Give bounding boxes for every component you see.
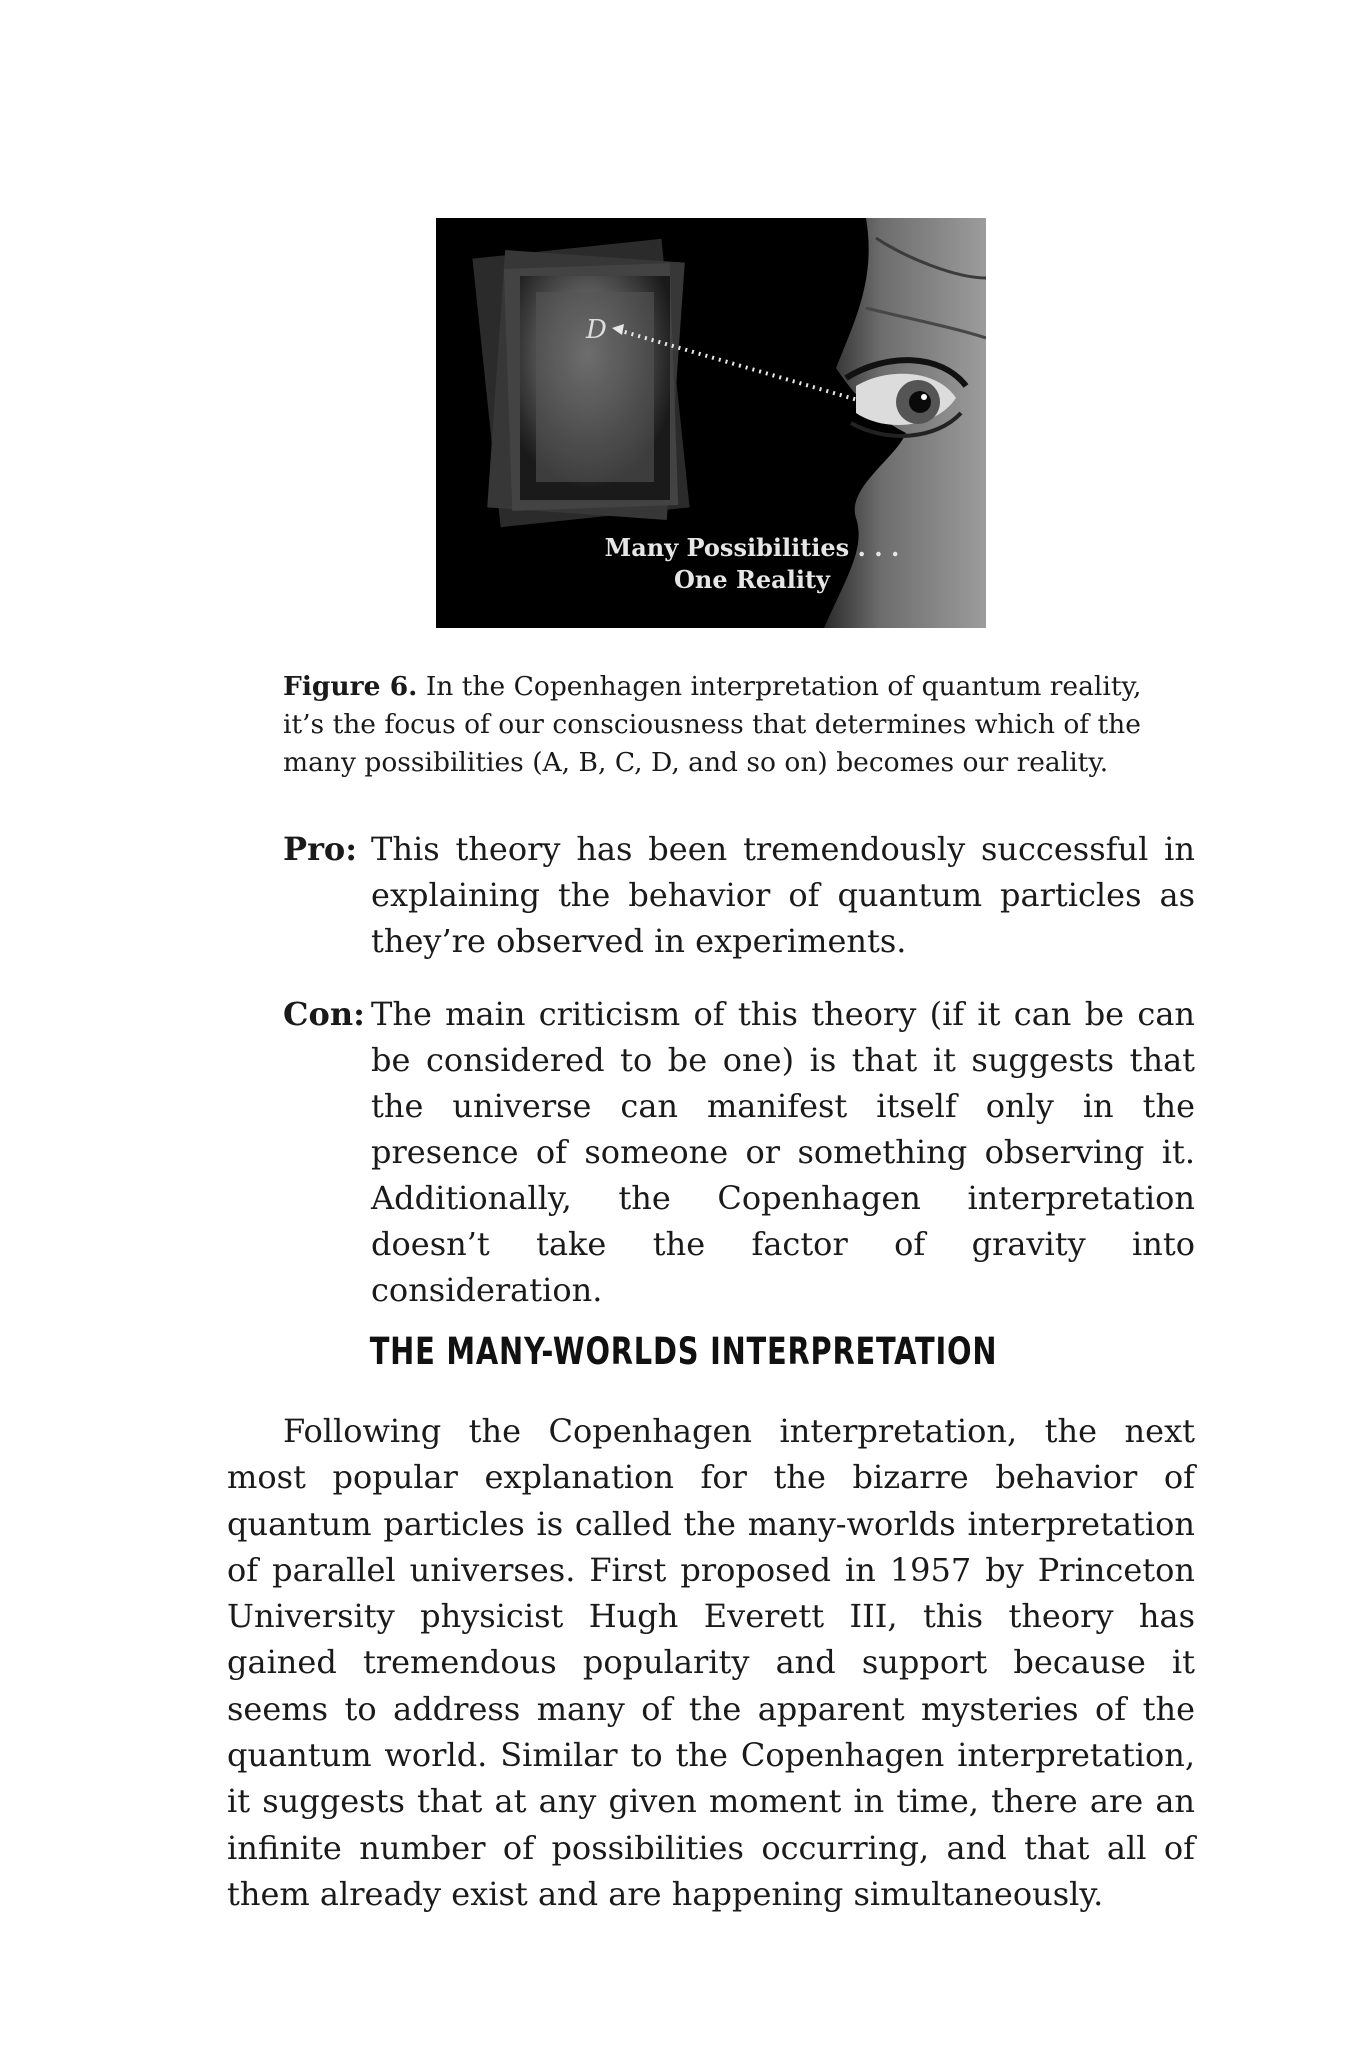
pro-text: This theory has been tremendously successful in explaining the behavior of quantum particles as they’re observed in experiments. <box>371 830 1195 960</box>
image-caption-line1: Many Possibilities . . . <box>604 533 900 562</box>
pro-item <box>283 826 1195 964</box>
possibility-panels <box>472 239 689 527</box>
body-paragraph: Following the Copenhagen interpretation, the next most popular explanation for the bizarre behavior of quantum particles is called the many-worlds interpretation of parallel universes. First proposed in 1957 by Princeton University physicist Hugh Everett III, this theory has gained tremendous popularity and support because it seems to address many of the apparent mysteries of the quantum world. Similar to the Copenhagen interpretation, it suggests that at any given moment in time, there are an infinite number of possibilities occurring, and that all of them already exist and are happening simultaneously. <box>227 1412 1195 1913</box>
figure-image <box>436 218 986 628</box>
con-text: The main criticism of this theory (if it can be can be considered to be one) is that it suggests that the universe can manifest itself only in the presence of someone or something observing it. Additionally, the Copenhagen interpretation doesn’t take the factor of gravity into consideration. <box>371 995 1195 1309</box>
section-heading: THE MANY-WORLDS INTERPRETATION <box>369 1330 998 1373</box>
figure-caption <box>283 668 1143 782</box>
image-caption-line2: One Reality <box>673 565 831 594</box>
letter-mark: D <box>586 315 607 345</box>
con-label: Con: <box>283 995 365 1033</box>
pro-label: Pro: <box>283 830 358 868</box>
caption-label: Figure 6. <box>283 671 418 702</box>
caption-text: In the Copenhagen interpretation of quantum reality, it’s the focus of our consciousness that determines which of the many possibilities (A, B, C, D, and so on) becomes our reality. <box>283 671 1142 778</box>
con-item <box>283 991 1195 1313</box>
